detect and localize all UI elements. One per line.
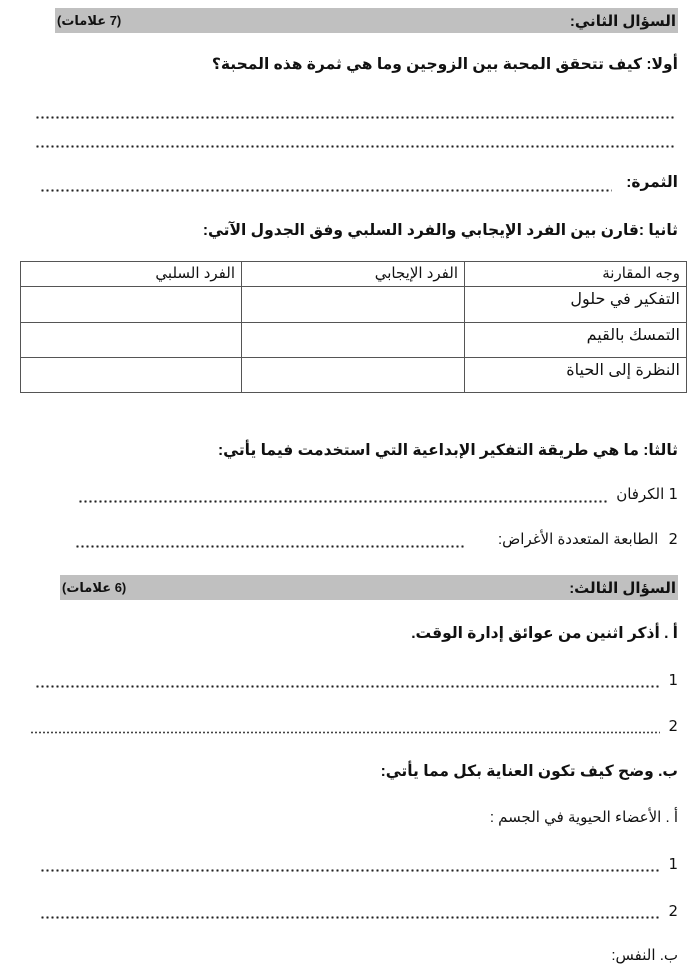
table-answer-cell[interactable] <box>242 358 465 393</box>
table-answer-cell[interactable] <box>242 287 465 323</box>
vital-organs-item-2-answer-line[interactable] <box>40 916 660 919</box>
table-header-row <box>21 262 687 287</box>
question-3-marks: (6 علامات) <box>62 579 127 595</box>
q2-part2-prompt: ثانيا :قارن بين الفرد الإيجابي والفرد السلبي وفق الجدول الآتي: <box>202 222 678 239</box>
item-label: الطابعة المتعددة الأغراض: <box>497 531 659 548</box>
creative-item-1-answer-line[interactable] <box>78 500 609 503</box>
table-row-label: التمسك بالقيم <box>465 323 687 358</box>
fruit-row <box>626 173 678 192</box>
comparison-table <box>20 261 687 393</box>
obstacle-item-2-answer-line[interactable] <box>30 731 660 734</box>
item-number: 1 <box>668 485 678 503</box>
item-label: الكرفان <box>616 486 665 503</box>
q2-part1-prompt: أولا: كيف تتحقق المحبة بين الزوجين وما هي ثمرة هذه المحبة؟ <box>211 56 678 73</box>
obstacle-item-2-number: 2 <box>668 717 678 735</box>
question-2-title: السؤال الثاني: <box>569 12 676 30</box>
creative-item-2-answer-line[interactable] <box>75 545 465 548</box>
item-number: 2 <box>668 530 678 548</box>
table-answer-cell[interactable] <box>242 323 465 358</box>
q3-partB-prompt: ب. وضح كيف تكون العناية بكل مما يأتي: <box>380 763 678 780</box>
question-2-header <box>55 8 678 33</box>
question-3-header <box>60 575 678 600</box>
table-row-label: التفكير في حلول <box>465 287 687 323</box>
vital-organs-label: أ . الأعضاء الحيوية في الجسم : <box>489 809 678 826</box>
table-answer-cell[interactable] <box>21 358 242 393</box>
question-2-marks: (7 علامات) <box>57 12 122 28</box>
vital-organs-item-1-answer-line[interactable] <box>40 869 660 872</box>
creative-item-1 <box>616 485 678 503</box>
table-answer-cell[interactable] <box>21 323 242 358</box>
creative-item-2 <box>498 530 678 548</box>
table-header-cell: الفرد السلبي <box>21 262 242 287</box>
table-row <box>21 358 687 393</box>
q3-partA-prompt: أ . أذكر اثنين من عوائق إدارة الوقت. <box>411 625 678 642</box>
obstacle-item-1-number: 1 <box>668 671 678 689</box>
table-row <box>21 323 687 358</box>
table-header-cell: وجه المقارنة <box>465 262 687 287</box>
vital-organs-item-1-number: 1 <box>668 855 678 873</box>
question-3-title: السؤال الثالث: <box>569 579 676 597</box>
q2-part3-prompt: ثالثا: ما هي طريقة التفكير الإبداعية التي استخدمت فيما يأتي: <box>218 442 678 459</box>
table-row <box>21 287 687 323</box>
table-header-cell: الفرد الإيجابي <box>242 262 465 287</box>
answer-line[interactable] <box>35 145 676 148</box>
answer-line[interactable] <box>35 116 676 119</box>
fruit-answer-line[interactable] <box>40 189 612 192</box>
self-label: ب. النفس: <box>611 947 678 964</box>
obstacle-item-1-answer-line[interactable] <box>35 685 660 688</box>
fruit-label: الثمرة: <box>626 174 678 191</box>
table-answer-cell[interactable] <box>21 287 242 323</box>
vital-organs-item-2-number: 2 <box>668 902 678 920</box>
table-row-label: النظرة إلى الحياة <box>465 358 687 393</box>
